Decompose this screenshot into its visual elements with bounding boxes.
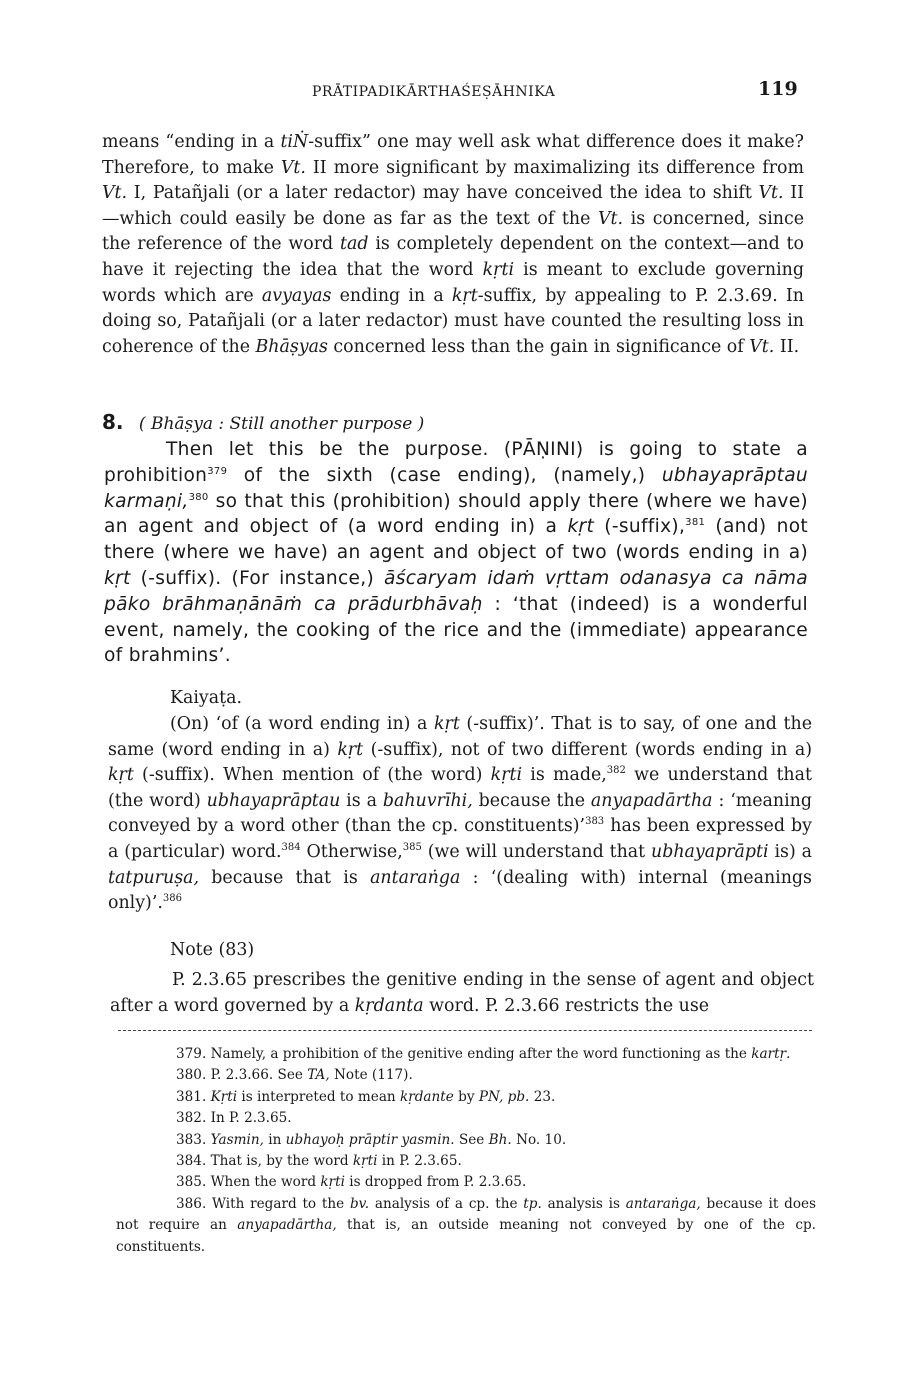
- footnote-380: 380. P. 2.3.66. See TA, Note (117).: [176, 1067, 413, 1084]
- footnote-382: 382. In P. 2.3.65.: [176, 1110, 292, 1127]
- footnote-381: 381. Kṛti is interpreted to mean kṛdante by PN, pb. 23.: [176, 1088, 556, 1105]
- footnote-divider: [118, 1030, 812, 1031]
- section-title: ( Bhāṣya : Still another purpose ): [138, 414, 425, 434]
- bhasya-translation: Then let this be the purpose. (PĀṆINI) is going to state a prohibition$^{379}$ of the sixth (case ending), (namely,) ubhayaprāptau karmaṇi,$^{380}$ so that this (prohibition) should apply there (where we have) an agent and object of (a word ending in) a kṛt (-suffix),$^{381}$ (and) not there (where we have) an agent and object of two (words ending in a) kṛt (-suffix). (For instance,) āścaryam idaṁ vṛttam odanasya ca nāma pāko brāhmaṇānāṁ ca prādurbhāvaḥ : ‘that (indeed) is a wonderful event, namely, the cooking of the rice and the (immediate) appearance of brahmins’.: [104, 439, 808, 667]
- page-header: [0, 78, 912, 108]
- running-title: PRĀTIPADIKĀRTHAŚEṢĀHNIKA: [312, 84, 556, 100]
- page-number: 119: [758, 78, 798, 100]
- kaiyata-label: Kaiyaṭa.: [170, 688, 242, 708]
- footnote-386: 386. With regard to the bv. analysis of a cp. the tp. analysis is antaraṅga, because it does not require an anyapadārtha, that is, an outside meaning not conveyed by one of the cp. constituents.: [116, 1195, 817, 1255]
- paragraph-continuation: means “ending in a tiṄ-suffix” one may well ask what difference does it make? Therefore, to make Vt. II more significant by maximalizing its difference from Vt. I, Patañjali (or a later redactor) may have conceived the idea to shift Vt. II—which could easily be done as far as the text of the Vt. is concerned, since the reference of the word tad is completely dependent on the context—and to have it rejecting the idea that the word kṛti is meant to exclude governing words which are avyayas ending in a kṛt-suffix, by appealing to P. 2.3.69. In doing so, Patañjali (or a later redactor) must have counted the resulting loss in coherence of the Bhāṣyas concerned less than the gain in significance of Vt. II.: [102, 132, 804, 357]
- kaiyata-commentary: (On) ‘of (a word ending in) a kṛt (-suffix)’. That is to say, of one and the same (word ending in a) kṛt (-suffix), not of two different (words ending in a) kṛt (-suffix). When mention of (the word) kṛti is made,$^{382}$ we understand that (the word) ubhayaprāptau is a bahuvrīhi, because the anyapadārtha : ‘meaning conveyed by a word other (than the cp. constituents)’$^{383}$ has been expressed by a (particular) word.$^{384}$ Otherwise,$^{385}$ (we will understand that ubhayaprāpti is) a tatpuruṣa, because that is antaraṅga : ‘(dealing with) internal (meanings only)’.$^{386}$: [108, 714, 813, 914]
- note-label: Note (83): [170, 940, 255, 960]
- section-heading: [102, 410, 424, 434]
- section-number: 8.: [102, 410, 124, 434]
- footnote-379: 379. Namely, a prohibition of the genitive ending after the word functioning as the kartṛ.: [176, 1046, 791, 1062]
- footnote-385: 385. When the word kṛti is dropped from P. 2.3.65.: [176, 1174, 527, 1191]
- footnote-384: 384. That is, by the word kṛti in P. 2.3.65.: [176, 1153, 462, 1170]
- note-paragraph: P. 2.3.65 prescribes the genitive ending in the sense of agent and object after a word governed by a kṛdanta word. P. 2.3.66 restricts the use: [110, 970, 814, 1016]
- footnotes: [116, 1044, 816, 1258]
- footnote-383: 383. Yasmin, in ubhayoḥ prāptir yasmin. See Bh. No. 10.: [176, 1131, 567, 1148]
